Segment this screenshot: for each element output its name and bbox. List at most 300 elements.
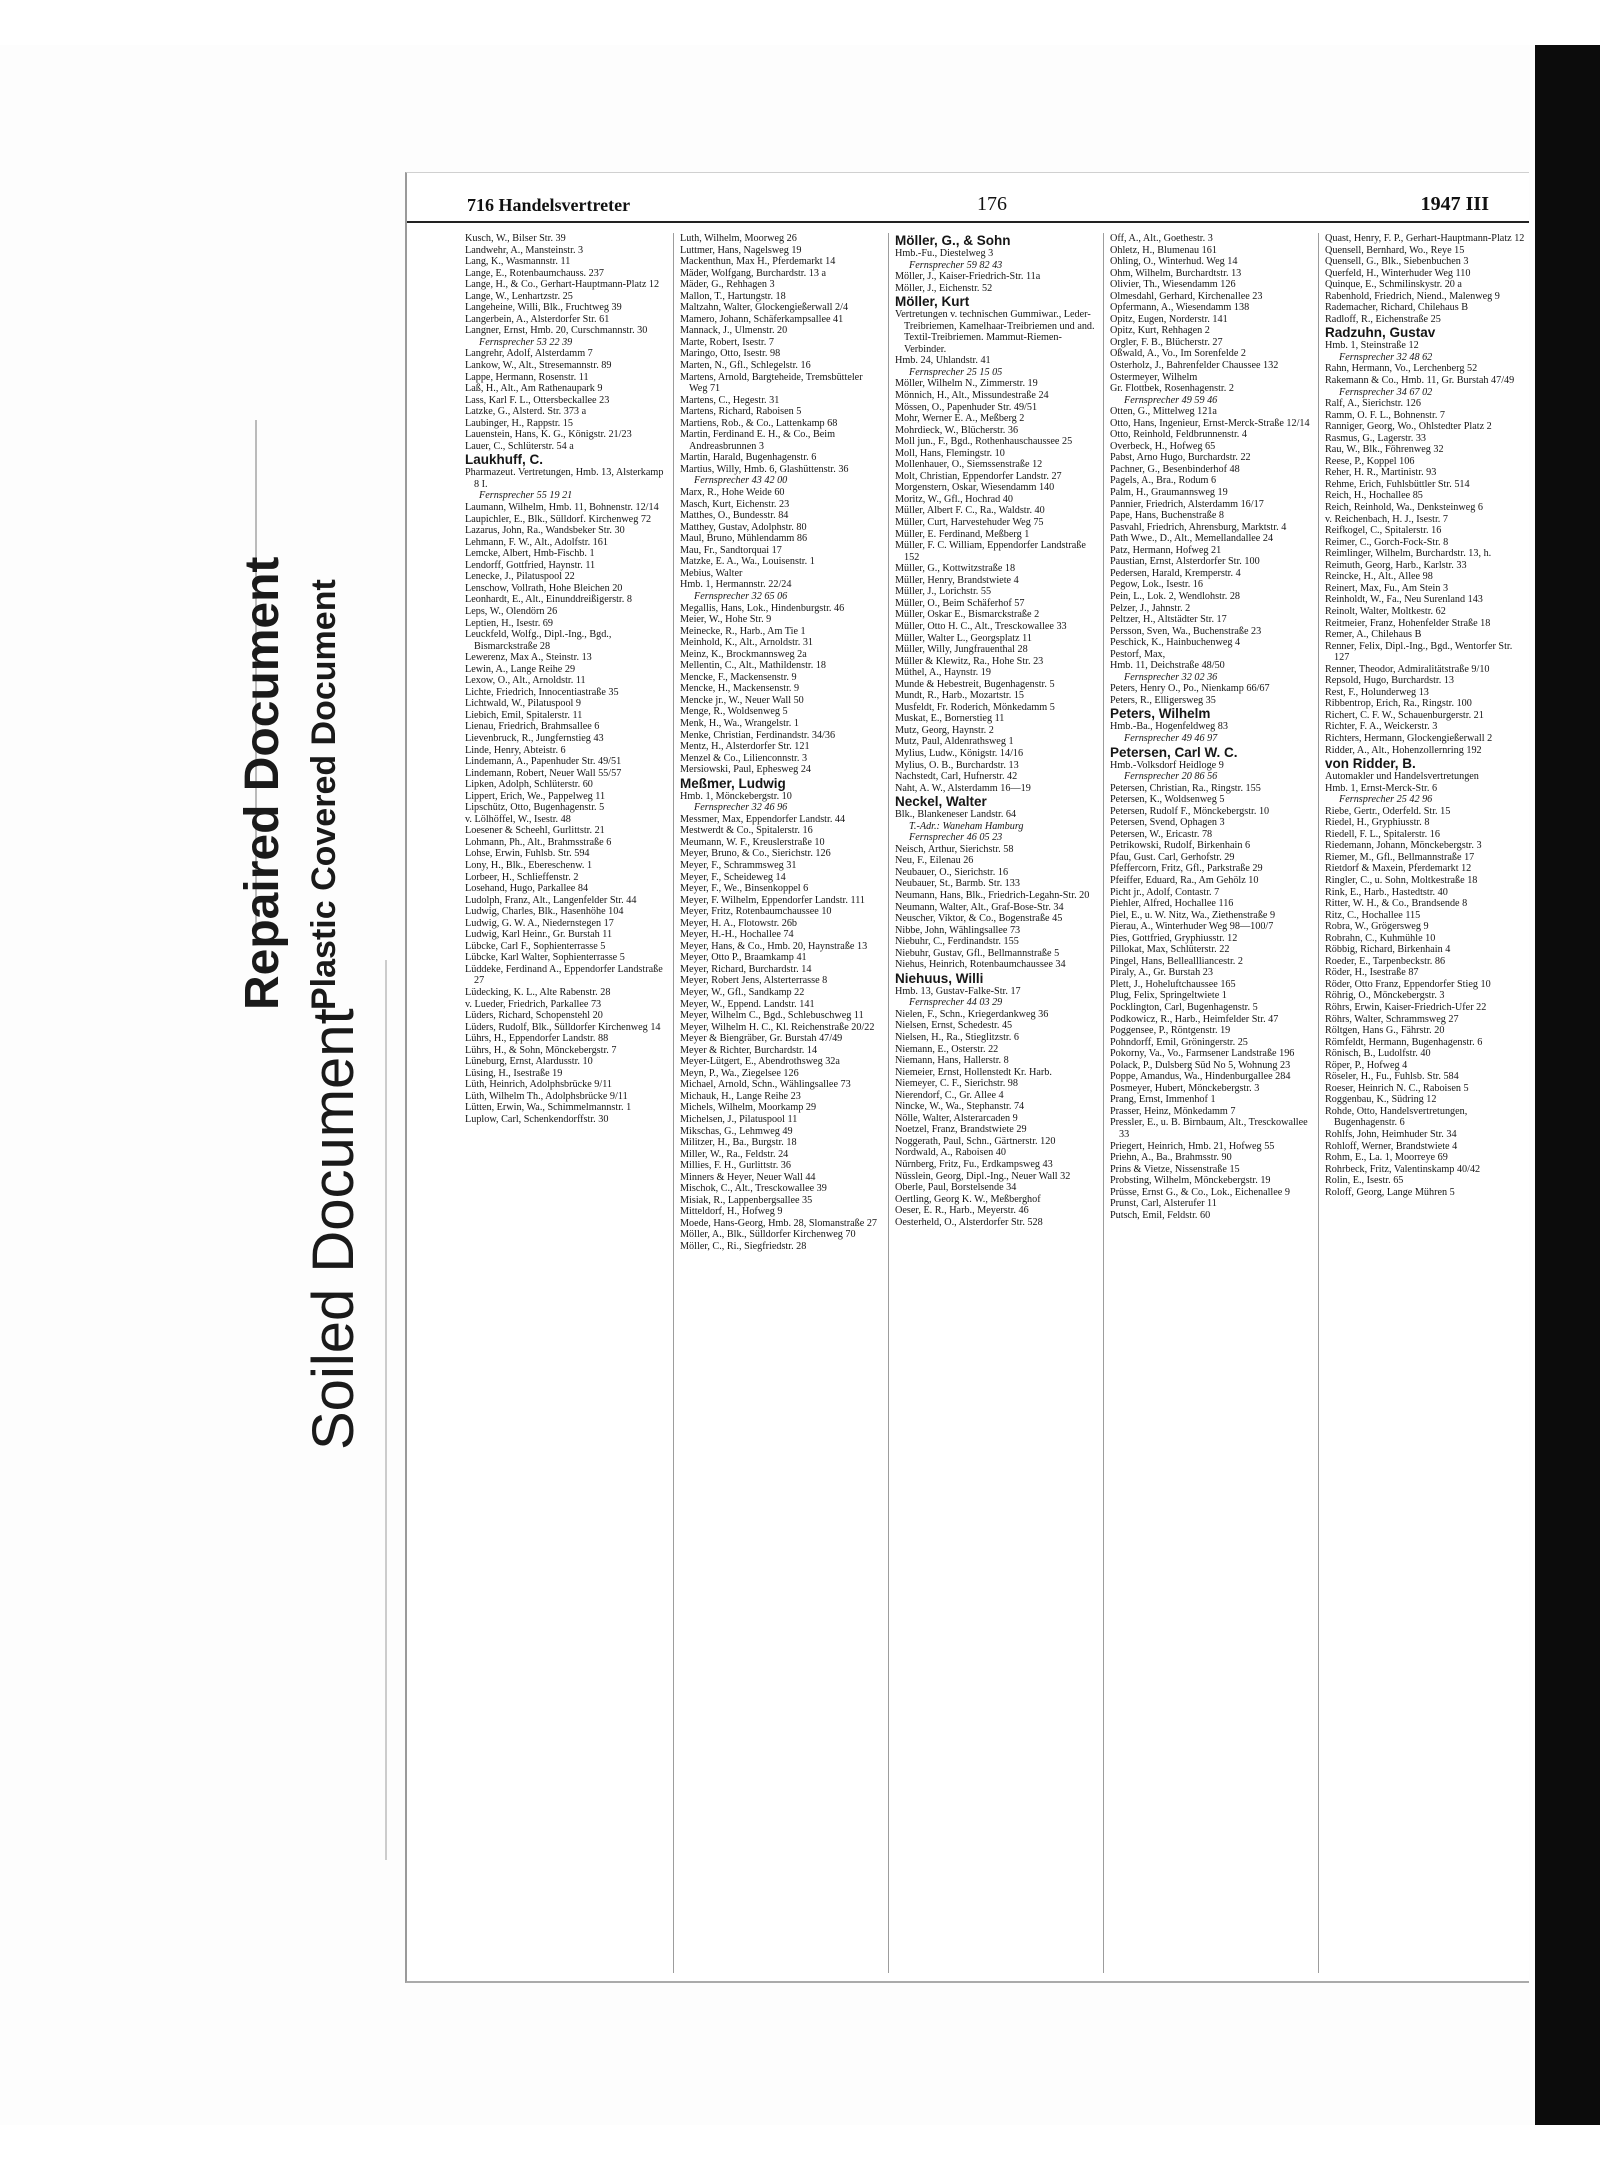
directory-entry: Rakemann & Co., Hmb. 11, Gr. Burstah 47/49 <box>1325 375 1515 387</box>
directory-entry: Pelzer, J., Jahnstr. 2 <box>1110 602 1191 614</box>
directory-entry: Rietdorf & Maxein, Pferdemarkt 12 <box>1325 863 1472 875</box>
directory-entry: Mackenthun, Max H., Pferdemarkt 14 <box>680 256 836 268</box>
directory-entry: Riedel, H., Gryphiusstr. 8 <box>1325 817 1430 829</box>
directory-entry: Nachstedt, Carl, Hufnerstr. 42 <box>895 771 1018 783</box>
directory-entry: Pagels, A., Bra., Rodum 6 <box>1110 475 1217 487</box>
directory-entry: Lappe, Hermann, Rosenstr. 11 <box>465 371 589 383</box>
directory-entry: Reese, P., Koppel 106 <box>1325 455 1415 467</box>
directory-entry: Menk, H., Wa., Wrangelstr. 1 <box>680 717 799 729</box>
directory-entry: Möller, Kurt <box>895 294 970 310</box>
directory-entry: Liebich, Emil, Spitalerstr. 11 <box>465 709 583 721</box>
directory-entry: Pillokat, Max, Schlüterstr. 22 <box>1110 944 1230 956</box>
directory-entry: Rohm, E., La. 1, Moorreye 69 <box>1325 1152 1448 1164</box>
directory-entry: Lichtwald, W., Pilatuspool 9 <box>465 698 582 710</box>
directory-entry: Prins & Vietze, Nissenstraße 15 <box>1110 1163 1240 1175</box>
directory-entry: Fernsprecher 44 03 29 <box>909 997 1003 1009</box>
directory-entry: Meyer, H.-H., Hochallee 74 <box>680 929 794 941</box>
directory-entry: Ritter, W. H., & Co., Brandsende 8 <box>1325 898 1468 910</box>
directory-entry: Fernsprecher 55 19 21 <box>479 490 573 502</box>
directory-entry: Lütten, Erwin, Wa., Schimmelmannstr. 1 <box>465 1102 632 1114</box>
directory-entry: Lohmann, Ph., Alt., Brahmsstraße 6 <box>465 836 612 848</box>
directory-entry: Luttmer, Hans, Nagelsweg 19 <box>680 244 802 256</box>
header-year: 1947 III <box>1420 193 1489 215</box>
directory-entry: Priegert, Heinrich, Hmb. 21, Hofweg 55 <box>1110 1140 1275 1152</box>
directory-entry: von Ridder, B. <box>1325 756 1416 772</box>
directory-entry: Mikschas, G., Lehmweg 49 <box>680 1125 793 1137</box>
directory-entry: Nielsen, H., Ra., Stieglitzstr. 6 <box>895 1032 1019 1043</box>
directory-entry: Lemcke, Albert, Hmb-Fischb. 1 <box>465 548 595 560</box>
directory-entry: Petersen, K., Woldsenweg 5 <box>1110 794 1225 806</box>
directory-entry: Rau, W., Blk., Föhrenweg 32 <box>1325 444 1444 456</box>
directory-entry: Lendorff, Gottfried, Haynstr. 11 <box>465 559 596 571</box>
directory-entry: Rehme, Erich, Fuhlsbüttler Str. 514 <box>1325 478 1470 490</box>
directory-entry: Latzke, G., Alsterd. Str. 373 a <box>465 406 587 418</box>
directory-entry: Podkowicz, R., Harb., Heimfelder Str. 47 <box>1110 1013 1279 1025</box>
directory-entry: Pingel, Hans, Belleallliancestr. 2 <box>1110 955 1243 967</box>
directory-entry: Mylius, Ludw., Königstr. 14/16 <box>895 747 1024 759</box>
directory-entry: Lauenstein, Hans, K. G., Königstr. 21/23 <box>465 429 632 441</box>
directory-entry: Otto, Reinhold, Feldbrunnenstr. 4 <box>1110 429 1247 441</box>
directory-entry: Reinholdt, W., Fa., Neu Surenland 143 <box>1325 594 1483 606</box>
directory-entry: Röhrs, Erwin, Kaiser-Friedrich-Ufer 22 <box>1325 1002 1487 1013</box>
directory-entry: Piel, E., u. W. Nitz, Wa., Ziethenstraße 9 <box>1110 909 1276 921</box>
directory-entry: Paustian, Ernst, Alsterdorfer Str. 100 <box>1110 556 1260 568</box>
directory-entry: Lankow, W., Alt., Stresemannstr. 89 <box>465 360 612 372</box>
directory-entry: Meyer & Biengräber, Gr. Burstah 47/49 <box>680 1033 843 1045</box>
directory-entry: Oesterheld, O., Alsterdorfer Str. 528 <box>895 1216 1043 1228</box>
directory-entry: Müller, Otto H. C., Alt., Tresckowallee 33 <box>895 620 1067 632</box>
directory-entry: Meyer, H. A., Flotowstr. 26b <box>680 917 798 929</box>
directory-entry: Röhrig, O., Mönckebergstr. 3 <box>1325 990 1445 1002</box>
directory-entry: Plug, Felix, Springeltwiete 1 <box>1110 990 1227 1002</box>
directory-entry: Röhrs, Walter, Schrammsweg 27 <box>1325 1013 1459 1025</box>
directory-entry: Peltzer, H., Altstädter Str. 17 <box>1110 614 1227 626</box>
directory-entry: Quast, Henry, F. P., Gerhart-Hauptmann-Platz 12 <box>1325 233 1525 244</box>
directory-entry: Hmb.-Volksdorf Heidloge 9 <box>1110 759 1224 771</box>
directory-entry: Michauk, H., Lange Reihe 23 <box>680 1090 801 1102</box>
directory-entry: Roggenbau, K., Südring 12 <box>1325 1094 1437 1106</box>
directory-entry: Hmb. 24, Uhlandstr. 41 <box>895 355 991 367</box>
directory-entry: Lange, H., & Co., Gerhart-Hauptmann-Platz 12 <box>465 279 660 291</box>
column-rule <box>1103 233 1104 1973</box>
directory-entry: Matzke, E. A., Wa., Louisenstr. 1 <box>680 556 815 568</box>
directory-entry: Hmb.-Fu., Diestelweg 3 <box>895 248 994 259</box>
directory-entry: Peters, Wilhelm <box>1110 706 1211 722</box>
directory-entry: Rasmus, G., Lagerstr. 33 <box>1325 432 1427 444</box>
directory-entry: Lindemann, A., Papenhuder Str. 49/51 <box>465 756 622 768</box>
directory-entry: Lüth, Wilhelm Th., Adolphsbrücke 9/11 <box>465 1090 628 1102</box>
directory-entry: Nürnberg, Fritz, Fu., Erdkampsweg 43 <box>895 1159 1053 1171</box>
directory-entry: Mohr, Werner E. A., Meßberg 2 <box>895 413 1025 425</box>
directory-entry: Neubauer, O., Sierichstr. 16 <box>895 866 1009 878</box>
directory-entry: Petersen, Svend, Ophagen 3 <box>1110 817 1225 829</box>
directory-entry: Prüsse, Ernst G., & Co., Lok., Eichenallee 9 <box>1110 1186 1290 1198</box>
directory-entry: Riedemann, Johann, Mönckebergstr. 3 <box>1325 840 1482 852</box>
directory-entry: Fernsprecher 34 67 02 <box>1339 386 1433 398</box>
directory-entry: Posmeyer, Hubert, Mönckebergstr. 3 <box>1110 1082 1260 1094</box>
directory-entry: Niemeyer, C. F., Sierichstr. 98 <box>895 1078 1018 1090</box>
directory-entry: Laß, H., Alt., Am Rathenaupark 9 <box>465 383 603 395</box>
column-rule <box>673 233 674 1973</box>
directory-entry: Priehn, A., Ba., Brahmsstr. 90 <box>1110 1152 1232 1164</box>
directory-entry: Peters, Henry O., Po., Nienkamp 66/67 <box>1110 683 1270 695</box>
directory-entry: Meyer, W., Eppend. Landstr. 141 <box>680 998 815 1010</box>
directory-entry: Lüth, Heinrich, Adolphsbrücke 9/11 <box>465 1079 613 1091</box>
directory-entry: Ralf, A., Sierichstr. 126 <box>1325 398 1421 410</box>
directory-entry: Reifkogel, C., Spitalerstr. 16 <box>1325 525 1442 537</box>
directory-entry: Piraly, A., Gr. Burstah 23 <box>1110 967 1213 979</box>
directory-entry: v. Reichenbach, H. J., Isestr. 7 <box>1325 513 1448 525</box>
directory-entry: Rönisch, B., Ludolfstr. 40 <box>1325 1048 1431 1060</box>
directory-entry: Robra, W., Grögersweg 9 <box>1325 921 1429 933</box>
directory-entry: Roeder, E., Tarpenbeckstr. 86 <box>1325 955 1446 967</box>
directory-entry: Landwehr, A., Mansteinstr. 3 <box>465 244 584 256</box>
directory-entry: Ohling, O., Winterhud. Weg 14 <box>1110 256 1238 268</box>
directory-entry: Martin, Ferdinand E. H., & Co., Beim Andreasbrunnen 3 <box>680 429 836 452</box>
directory-entry: Noetzel, Franz, Brandstwiete 29 <box>895 1124 1027 1136</box>
directory-entry: Meinhold, K., Alt., Arnoldstr. 31 <box>680 637 814 649</box>
column-rule <box>888 233 889 1973</box>
directory-entry: Nüsslein, Georg, Dipl.-Ing., Neuer Wall 32 <box>895 1170 1071 1182</box>
directory-entry: Otten, G., Mittelweg 121a <box>1110 406 1217 418</box>
directory-entry: Opfermann, A., Wiesendamm 138 <box>1110 302 1250 314</box>
repaired-document-label: Repaired Document <box>236 556 289 1010</box>
directory-entry: Ostermeyer, Wilhelm <box>1110 371 1198 383</box>
directory-entry: Overbeck, H., Hofweg 65 <box>1110 440 1216 452</box>
directory-entry: Meyer, Richard, Burchardstr. 14 <box>680 963 812 975</box>
directory-entry: Müthel, A., Haynstr. 19 <box>895 667 991 679</box>
directory-entry: Matthey, Gustav, Adolphstr. 80 <box>680 521 807 533</box>
directory-entry: Nibbe, John, Wählingsallee 73 <box>895 924 1021 936</box>
directory-entry: Mutz, Paul, Aldenrathsweg 1 <box>895 736 1014 748</box>
directory-entry: Renner, Felix, Dipl.-Ing., Bgd., Wentorfer Str. 127 <box>1325 640 1513 664</box>
directory-entry: Remer, A., Chilehaus B <box>1325 629 1422 641</box>
directory-entry: Noggerath, Paul, Schn., Gärtnerstr. 120 <box>895 1135 1056 1147</box>
directory-page <box>405 172 1529 1983</box>
directory-entry: Querfeld, H., Winterhuder Weg 110 <box>1325 267 1471 279</box>
directory-entry: Fernsprecher 25 15 05 <box>909 366 1003 378</box>
directory-entry: Meyer-Lütgert, E., Abendrothsweg 32a <box>680 1056 840 1068</box>
directory-entry: Meyer, Fritz, Rotenbaumchaussee 10 <box>680 906 832 918</box>
directory-entry: Masch, Kurt, Eichenstr. 23 <box>680 498 790 510</box>
directory-entry: Reitmeier, Franz, Hohenfelder Straße 18 <box>1325 617 1491 629</box>
directory-entry: Loesener & Scheehl, Gurlittstr. 21 <box>465 825 605 837</box>
directory-entry: Martiens, Rob., & Co., Lattenkamp 68 <box>680 417 838 429</box>
directory-entry: Fernsprecher 46 05 23 <box>909 832 1003 844</box>
directory-entry: Renner, Theodor, Admiralitätstraße 9/10 <box>1325 663 1490 675</box>
directory-entry: Orgler, F. B., Blücherstr. 27 <box>1110 336 1223 348</box>
directory-entry: Rahn, Hermann, Vo., Lerchenberg 52 <box>1325 363 1478 375</box>
directory-entry: Mitteldorf, H., Hofweg 9 <box>680 1206 783 1218</box>
directory-entry: Peschick, K., Hainbuchenweg 4 <box>1110 637 1241 649</box>
label-divider <box>385 960 387 1860</box>
directory-entry: Lazarus, John, Ra., Wandsbeker Str. 30 <box>465 525 625 537</box>
directory-entry: Reher, H. R., Martinistr. 93 <box>1325 467 1437 479</box>
directory-entry: Möller, J., Eichenstr. 52 <box>895 282 993 294</box>
directory-entry: Naht, A. W., Alsterdamm 16—19 <box>895 782 1031 794</box>
directory-entry: Pfau, Gust. Carl, Gerhofstr. 29 <box>1110 851 1235 863</box>
directory-entry: Langrehr, Adolf, Alsterdamm 7 <box>465 348 593 360</box>
directory-entry: Lienau, Friedrich, Brahmsallee 6 <box>465 721 600 733</box>
directory-entry: Oberle, Paul, Borstelsende 34 <box>895 1182 1017 1194</box>
directory-entry: Meyer, Bruno, & Co., Sierichstr. 126 <box>680 848 831 860</box>
directory-entry: Oßwald, A., Vo., Im Sorenfelde 2 <box>1110 348 1247 360</box>
directory-entry: Müller & Klewitz, Ra., Hohe Str. 23 <box>895 655 1044 667</box>
directory-entry: Lewerenz, Max A., Steinstr. 13 <box>465 652 592 664</box>
directory-entry: Mallon, T., Hartungstr. 18 <box>680 290 786 302</box>
directory-entry: Militzer, H., Ba., Burgstr. 18 <box>680 1137 797 1149</box>
directory-entry: Langner, Ernst, Hmb. 20, Curschmannstr. 30 <box>465 325 648 337</box>
directory-entry: Ludolph, Franz, Alt., Langenfelder Str. 44 <box>465 894 637 906</box>
directory-entry: Müller, Curt, Harvestehuder Weg 75 <box>895 517 1044 529</box>
directory-entry: Patz, Hermann, Hofweg 21 <box>1110 544 1222 556</box>
directory-entry: Pestorf, Max, <box>1110 648 1166 660</box>
directory-entry: Marx, R., Hohe Weide 60 <box>680 487 785 499</box>
directory-entry: Millies, F. H., Gurlittstr. 36 <box>680 1160 791 1172</box>
directory-entry: Neu, F., Eilenau 26 <box>895 855 974 867</box>
directory-entry: Mestwerdt & Co., Spitalerstr. 16 <box>680 825 813 837</box>
directory-entry: Meyer, F., Schrammsweg 31 <box>680 859 797 871</box>
column-1 <box>465 233 668 1973</box>
directory-entry: Riedell, F. L., Spitalerstr. 16 <box>1325 828 1440 840</box>
directory-entry: Riebe, Gertr., Oderfeld. Str. 15 <box>1325 805 1451 817</box>
directory-entry: Müller, Oskar E., Bismarckstraße 2 <box>895 609 1040 621</box>
directory-entry: Mentz, H., Alsterdorfer Str. 121 <box>680 741 810 753</box>
directory-entry: Lipken, Adolph, Schlüterstr. 60 <box>465 779 593 791</box>
directory-entry: Laupichler, E., Blk., Sülldorf. Kirchenweg 72 <box>465 513 652 525</box>
directory-entry: Mebius, Walter <box>680 567 743 579</box>
directory-entry: Oertling, Georg K. W., Meßberghof <box>895 1193 1041 1205</box>
directory-entry: Mössen, O., Papenhuder Str. 49/51 <box>895 401 1038 413</box>
directory-entry: Prasser, Heinz, Mönkedamm 7 <box>1110 1105 1236 1117</box>
directory-entry: Lüneburg, Ernst, Alardusstr. 10 <box>465 1056 593 1068</box>
directory-entry: Röltgen, Hans G., Fährstr. 20 <box>1325 1025 1445 1037</box>
directory-entry: Meyer, Wilhelm C., Bgd., Schlebuschweg 11 <box>680 1010 864 1022</box>
directory-entry: Leuckfeld, Wolfg., Dipl.-Ing., Bgd., Bismarckstraße 28 <box>465 629 612 652</box>
directory-entry: Lichte, Friedrich, Innocentiastraße 35 <box>465 686 619 698</box>
column-rule <box>1318 233 1319 1973</box>
directory-entry: Pfeiffer, Eduard, Ra., Am Gehölz 10 <box>1110 874 1259 886</box>
directory-entry: Leptien, H., Isestr. 69 <box>465 617 553 629</box>
directory-entry: Fernsprecher 20 86 56 <box>1124 771 1218 783</box>
directory-entry: Nielsen, Ernst, Schedestr. 45 <box>895 1020 1013 1032</box>
directory-entry: Blk., Blankeneser Landstr. 64 <box>895 809 1017 821</box>
directory-entry: Luth, Wilhelm, Moorweg 26 <box>680 233 797 244</box>
directory-entry: Rohde, Otto, Handelsvertretungen, Bugenhagenstr. 6 <box>1325 1105 1468 1129</box>
directory-entry: Richters, Hermann, Glockengießerwall 2 <box>1325 732 1493 744</box>
directory-entry: Müller, Walter L., Georgsplatz 11 <box>895 632 1032 644</box>
directory-entry: Nölle, Walter, Alsterarcaden 9 <box>895 1112 1018 1124</box>
directory-entry: Römfeldt, Hermann, Bugenhagenstr. 6 <box>1325 1036 1483 1048</box>
directory-entry: Meinecke, R., Harb., Am Tie 1 <box>680 625 806 637</box>
directory-entry: Olmesdahl, Gerhard, Kirchenallee 23 <box>1110 290 1263 302</box>
directory-entry: Müller, J., Lorichstr. 55 <box>895 586 992 598</box>
directory-entry: Maul, Bruno, Mühlendamm 86 <box>680 533 808 545</box>
directory-entry: Martens, Arnold, Bargteheide, Tremsbütteler Weg 71 <box>680 371 863 395</box>
directory-entry: Quensell, G., Blk., Siebenbuchen 3 <box>1325 256 1469 268</box>
directory-entry: Hmb. 1, Mönckebergstr. 10 <box>680 790 792 802</box>
directory-entry: Miller, W., Ra., Feldstr. 24 <box>680 1148 789 1160</box>
directory-entry: Pabst, Arno Hugo, Burchardstr. 22 <box>1110 452 1251 464</box>
directory-entry: Martius, Willy, Hmb. 6, Glashüttenstr. 36 <box>680 463 849 475</box>
directory-entry: Mäder, Wolfgang, Burchardstr. 13 a <box>680 267 826 279</box>
directory-entry: Reinert, Max, Fu., Am Stein 3 <box>1325 582 1449 594</box>
directory-entry: Ludwig, Karl Heinr., Gr. Burstah 11 <box>465 929 613 941</box>
directory-entry: Lippert, Erich, We., Pappelweg 11 <box>465 790 606 802</box>
directory-entry: Fernsprecher 32 48 62 <box>1339 351 1433 363</box>
directory-entry: Mersiowski, Paul, Ephesweg 24 <box>680 764 812 776</box>
directory-entry: Persson, Sven, Wa., Buchenstraße 23 <box>1110 625 1262 637</box>
directory-entry: Möller, J., Kaiser-Friedrich-Str. 11a <box>895 271 1041 283</box>
directory-entry: Pachner, G., Besenbinderhof 48 <box>1110 463 1240 475</box>
directory-entry: Radloff, R., Eichenstraße 25 <box>1325 313 1441 325</box>
directory-entry: Lang, K., Wasmannstr. 11 <box>465 256 571 268</box>
directory-entry: Nielen, F., Schn., Kriegerdankweg 36 <box>895 1008 1049 1020</box>
directory-entry: Mamero, Johann, Schäferkampsallee 41 <box>680 313 844 325</box>
directory-entry: Lenschow, Vollrath, Hohe Bleichen 20 <box>465 582 623 594</box>
directory-entry: Mischok, C., Alt., Tresckowallee 39 <box>680 1183 827 1195</box>
directory-entry: Reimuth, Georg, Harb., Karlstr. 33 <box>1325 559 1467 571</box>
directory-entry: Lüders, Richard, Schopenstehl 20 <box>465 1010 603 1022</box>
directory-entry: Roloff, Georg, Lange Mühren 5 <box>1325 1186 1455 1198</box>
directory-entry: Lehmann, F. W., Alt., Adolfstr. 161 <box>465 536 608 548</box>
directory-entry: Picht jr., Adolf, Contastr. 7 <box>1110 886 1220 898</box>
directory-entry: Minners & Heyer, Neuer Wall 44 <box>680 1171 816 1183</box>
directory-entry: Quinque, E., Schmilinskystr. 20 a <box>1325 279 1462 291</box>
directory-entry: Fernsprecher 32 02 36 <box>1124 671 1218 683</box>
directory-entry: v. Lölhöffel, W., Isestr. 48 <box>465 813 571 825</box>
directory-entry: Röbbig, Richard, Birkenhain 4 <box>1325 944 1451 956</box>
directory-entry: Rest, F., Holunderweg 13 <box>1325 686 1429 698</box>
directory-entry: Lübcke, Carl F., Sophienterrasse 5 <box>465 940 606 952</box>
directory-entry: Pape, Hans, Buchenstraße 8 <box>1110 510 1225 522</box>
directory-entry: Lass, Karl F. L., Ottersbeckallee 23 <box>465 394 610 406</box>
directory-entry: Ohm, Wilhelm, Burchardtstr. 13 <box>1110 267 1242 279</box>
directory-entry: Leps, W., Olendörn 26 <box>465 605 558 617</box>
directory-entry: Hmb. 1, Ernst-Merck-Str. 6 <box>1325 782 1438 794</box>
directory-entry: Niebuhr, C., Ferdinandstr. 155 <box>895 936 1019 948</box>
directory-entry: Fernsprecher 49 59 46 <box>1124 394 1218 406</box>
directory-entry: Müller, E. Ferdinand, Meßberg 1 <box>895 528 1030 540</box>
directory-entry: Moritz, W., Gfl., Hochrad 40 <box>895 493 1013 505</box>
directory-entry: Plett, J., Hoheluftchaussee 165 <box>1110 978 1236 990</box>
directory-entry: Laubinger, H., Rappstr. 15 <box>465 417 573 429</box>
directory-entry: Lührs, H., & Sohn, Mönckebergstr. 7 <box>465 1044 617 1056</box>
directory-entry: Oeser, E. R., Harb., Meyerstr. 46 <box>895 1205 1029 1217</box>
directory-columns <box>465 233 1525 1973</box>
directory-entry: Prang, Ernst, Immenhof 1 <box>1110 1094 1216 1106</box>
column-5 <box>1325 233 1528 1973</box>
directory-entry: Neuscher, Viktor, & Co., Bogenstraße 45 <box>895 913 1063 925</box>
column-3 <box>895 233 1098 1973</box>
directory-entry: Pressler, E., u. B. Birnbaum, Alt., Tresckowallee 33 <box>1110 1117 1308 1141</box>
directory-entry: Poppe, Amandus, Wa., Hindenburgallee 284 <box>1110 1071 1291 1083</box>
directory-entry: Osterholz, J., Bahrenfelder Chaussee 132 <box>1110 360 1279 372</box>
directory-entry: Pharmazeut. Vertretungen, Hmb. 13, Alsterkamp 8 I. <box>465 467 664 490</box>
directory-entry: Linde, Henry, Abteistr. 6 <box>465 744 566 756</box>
directory-entry: v. Lueder, Friedrich, Parkallee 73 <box>465 998 602 1010</box>
directory-entry: Müller, O., Beim Schäferhof 57 <box>895 597 1025 609</box>
directory-entry: Mundt, R., Harb., Mozartstr. 15 <box>895 690 1025 702</box>
directory-entry: Fernsprecher 32 46 96 <box>694 802 788 814</box>
directory-entry: Gr. Flottbek, Rosenhagenstr. 2 <box>1110 383 1234 395</box>
directory-entry: Ridder, A., Alt., Hohenzollernring 192 <box>1325 744 1482 756</box>
directory-entry: Pohndorff, Emil, Gröningerstr. 25 <box>1110 1036 1248 1048</box>
directory-entry: Müller, G., Kottwitzstraße 18 <box>895 563 1016 575</box>
directory-entry: Pokorny, Va., Vo., Farmsener Landstraße 196 <box>1110 1048 1295 1060</box>
directory-entry: Leonhardt, E., Alt., Einunddreißigerstr. 8 <box>465 594 632 606</box>
directory-entry: Ludwig, G. W. A., Niedernstegen 17 <box>465 917 614 929</box>
directory-entry: Mellentin, C., Alt., Mathildenstr. 18 <box>680 660 827 672</box>
directory-entry: Lüders, Rudolf, Blk., Sülldorfer Kirchenweg 14 <box>465 1021 661 1033</box>
scanner-edge <box>1535 45 1600 2125</box>
directory-entry: Niemeier, Ernst, Hollenstedt Kr. Harb. <box>895 1066 1052 1078</box>
directory-entry: Roeser, Heinrich N. C., Raboisen 5 <box>1325 1082 1469 1094</box>
soiled-document-label: Soiled Document <box>301 1008 366 1450</box>
directory-entry: Lange, W., Lenhartzstr. 25 <box>465 290 573 302</box>
directory-entry: Petrikowski, Rudolf, Birkenhain 6 <box>1110 840 1251 852</box>
directory-entry: Neubauer, St., Barmb. Str. 133 <box>895 878 1020 890</box>
directory-entry: Moll, Hans, Flemingstr. 10 <box>895 447 1005 459</box>
directory-entry: Meyer, F., We., Binsenkoppel 6 <box>680 883 809 895</box>
directory-entry: Meyer, Otto P., Braamkamp 41 <box>680 952 807 964</box>
directory-entry: Palm, H., Graumannsweg 19 <box>1110 487 1228 499</box>
directory-entry: Meier, W., Hohe Str. 9 <box>680 614 772 626</box>
directory-entry: Fernsprecher 49 46 97 <box>1124 732 1218 744</box>
directory-entry: Pocklington, Carl, Bugenhagenstr. 5 <box>1110 1002 1258 1013</box>
directory-entry: Richter, F. A., Weickerstr. 3 <box>1325 721 1438 733</box>
directory-entry: Ludwig, Charles, Blk., Hasenhöhe 104 <box>465 906 624 918</box>
directory-entry: Michael, Arnold, Schn., Wählingsallee 73 <box>680 1079 851 1091</box>
directory-entry: Niemann, E., Osterstr. 22 <box>895 1043 999 1055</box>
directory-entry: Moll jun., F., Bgd., Rothenhauschaussee 25 <box>895 436 1073 448</box>
directory-entry: Möller, C., Ri., Siegfriedstr. 28 <box>680 1241 807 1253</box>
directory-entry: Lüdecking, K. L., Alte Rabenstr. 28 <box>465 987 611 998</box>
directory-entry: Kusch, W., Bilser Str. 39 <box>465 233 566 244</box>
directory-entry: Hmb. 1, Steinstraße 12 <box>1325 340 1419 352</box>
column-4 <box>1110 233 1313 1973</box>
directory-entry: Lüsing, H., Isestraße 19 <box>465 1067 563 1079</box>
directory-entry: Hmb. 1, Hermannstr. 22/24 <box>680 579 792 591</box>
directory-entry: Mönnich, H., Alt., Missundestraße 24 <box>895 390 1049 402</box>
directory-entry: Niemann, Hans, Hallerstr. 8 <box>895 1055 1009 1067</box>
directory-entry: Meyer, Robert Jens, Alsterterrasse 8 <box>680 975 828 987</box>
directory-entry: Morgenstern, Oskar, Wiesendamm 140 <box>895 482 1055 494</box>
directory-entry: Pfeffercorn, Fritz, Gfl., Parkstraße 29 <box>1110 863 1263 875</box>
directory-entry: Möller, A., Blk., Sülldorfer Kirchenweg 70 <box>680 1229 856 1241</box>
directory-entry: Lievenbruck, R., Jungfernstieg 43 <box>465 732 604 744</box>
directory-entry: Luplow, Carl, Schenkendorffstr. 30 <box>465 1114 609 1126</box>
directory-entry: Marte, Robert, Isestr. 7 <box>680 336 774 348</box>
directory-entry: Röseler, H., Fu., Fuhlsb. Str. 584 <box>1325 1071 1459 1083</box>
directory-entry: Fernsprecher 59 82 43 <box>909 259 1003 271</box>
directory-entry: Nincke, W., Wa., Stephanstr. 74 <box>895 1101 1025 1113</box>
directory-entry: Menge, R., Woldsenweg 5 <box>680 706 788 718</box>
directory-entry: Meumann, W. F., Kreuslerstraße 10 <box>680 836 825 848</box>
directory-entry: Peters, R., Elligersweg 35 <box>1110 694 1216 706</box>
directory-entry: Mollenhauer, O., Siemssenstraße 12 <box>895 459 1043 471</box>
directory-entry: Laukhuff, C. <box>465 452 543 468</box>
directory-entry: Mannack, J., Ulmenstr. 20 <box>680 325 788 337</box>
directory-entry: Reinolt, Walter, Moltkestr. 62 <box>1325 605 1446 617</box>
directory-entry: Ramm, O. F. L., Bohnenstr. 7 <box>1325 409 1446 421</box>
directory-entry: Lange, E., Rotenbaumchauss. 237 <box>465 267 604 279</box>
directory-entry: Repsold, Hugo, Burchardstr. 13 <box>1325 675 1455 687</box>
directory-entry: Martens, Richard, Raboisen 5 <box>680 406 802 418</box>
directory-entry: Müller, Willy, Jungfrauenthal 28 <box>895 644 1028 656</box>
directory-entry: Niehus, Heinrich, Rotenbaumchaussee 34 <box>895 959 1066 971</box>
directory-entry: Lewin, A., Lange Reihe 29 <box>465 663 576 675</box>
